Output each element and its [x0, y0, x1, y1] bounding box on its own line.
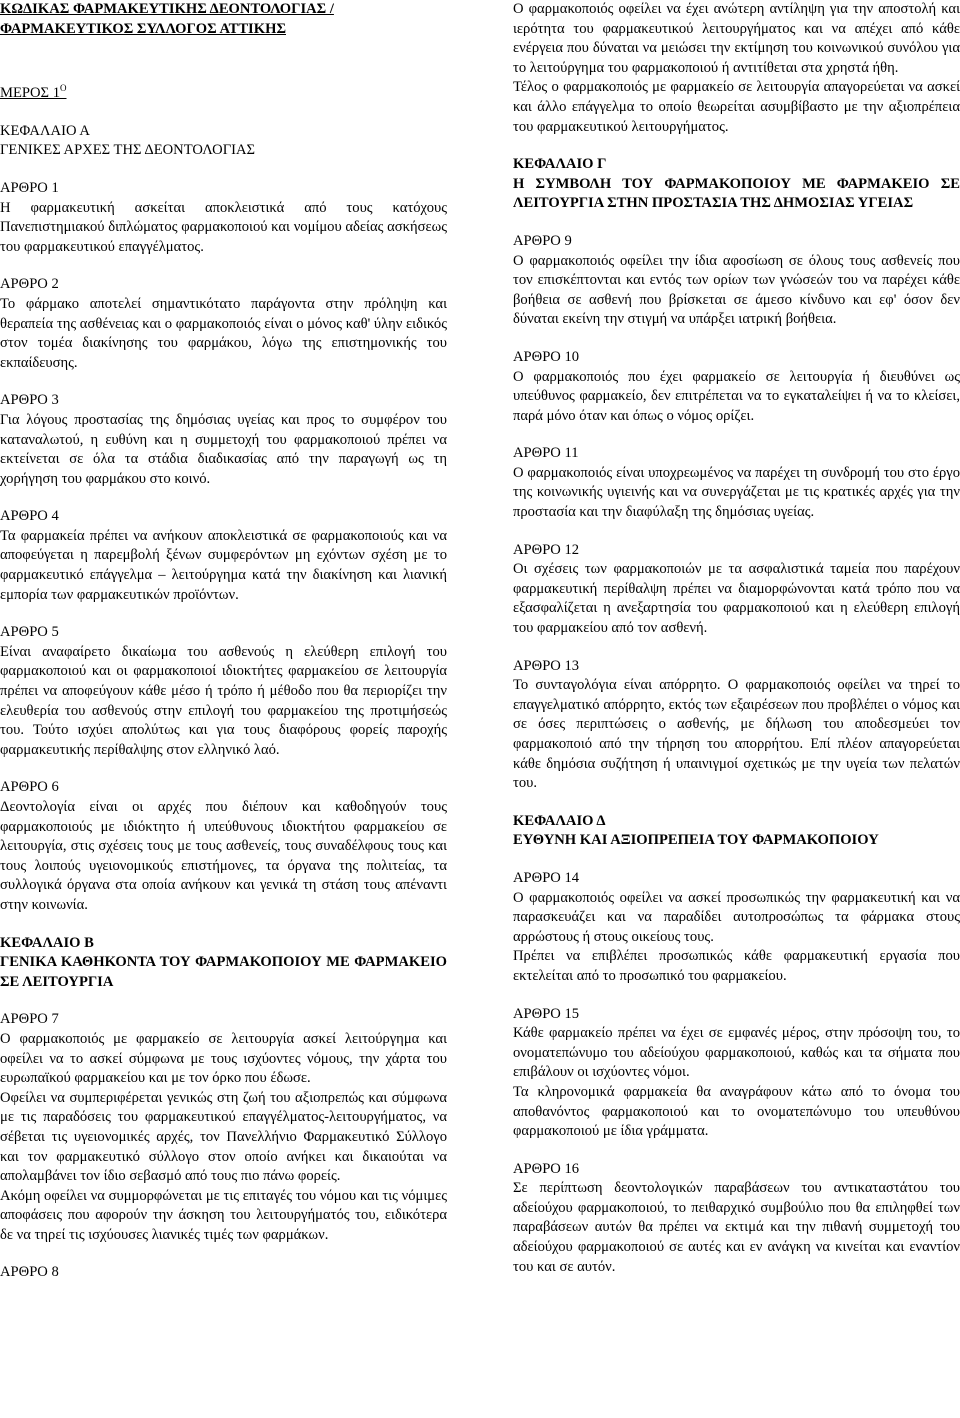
- article-7-paragraph-1: Ο φαρμακοποιός με φαρμακείο σε λειτουργία ασκεί λειτούργημα και οφείλει να το ασκεί σύμφωνα με τους ισχύοντες νόμους, την χάρτα του ευρωπαϊκού φαρμακείου και με τον όρκο που έδωσε.: [0, 1030, 447, 1087]
- article-5-title: ΑΡΘΡΟ 5: [0, 624, 59, 641]
- article-7-paragraph-3: Ακόμη οφείλει να συμμορφώνεται με τις επιταγές του νόμου και τις νόμιμες αποφάσεις που αφορούν την άσκηση του λειτουργήματός του, ειδικότερα δε να τηρεί τις ισχύουσες λιανικές τιμές των φαρμάκων.: [0, 1187, 447, 1243]
- article-8-text: Ο φαρμακοποιός οφείλει να έχει ανώτερη αντίληψη για την αποστολή και ιερότητα του φαρμακευτικού λειτουργήματος και να απέχει από κάθε ενέργεια που δύναται να μειώσει την εκτίμηση του κοινωνικού συνόλου για το λειτούργημα του φαρμακοποιού ή αντιτίθεται στα χρηστά ήθη.: [513, 1, 960, 76]
- article-14-paragraph-2: Πρέπει να επιβλέπει προσωπικώς κάθε φαρμακευτική εργασία που εκτελείται από το προσωπικό του φαρμακείου.: [513, 948, 960, 984]
- article-2-text: Το φάρμακο αποτελεί σημαντικότατο παράγοντα στην πρόληψη και θεραπεία της ασθένειας και ο φαρμακοποιός είναι ο μόνος καθ' ύλην ειδικός στον τομέα διακίνησης του φαρμάκου, λόγω της επιστημονικής του εκπαίδευσης.: [0, 295, 447, 371]
- article-12-text: Οι σχέσεις των φαρμακοποιών με τα ασφαλιστικά ταμεία που παρέχουν φαρμακευτική περίθαλψη πρέπει να διαμορφώνονται κατά τρόπο που να εξασφαλίζεται η ανεξαρτησία του φαρμακοποιού και η ελεύθερη επιλογή του φαρμακείου από τον ασθενή.: [513, 561, 960, 637]
- chapter-d-title: ΕΥΘΥΝΗ ΚΑΙ ΑΞΙΟΠΡΕΠΕΙΑ ΤΟΥ ΦΑΡΜΑΚΟΠΟΙΟΥ: [513, 832, 879, 849]
- article-13-text: Το συνταγολόγια είναι απόρρητο. Ο φαρμακοποιός οφείλει να τηρεί το επαγγελματικό απόρρητο, εκτός των εξαιρέσεων που προβλέπει ο νόμος και σε όσες περιπτώσεις ο ασθενής, με δήλωση του αποδεσμεύει τον φαρμακοποιό από την τήρηση του απορρήτου. Επί πλέον απαγορεύεται κάθε δημόσια συζήτηση ή υπαινιγμοί σχετικώς με την υγεία των πελατών του.: [513, 677, 960, 792]
- article-3-text: Για λόγους προστασίας της δημόσιας υγείας και προς το συμφέρον του καταναλωτού, η ευθύνη και η συμμετοχή του φαρμακοποιού πρέπει να εκτείνεται σε όλα τα στάδια διαδικασίας από την παραγωγή ως τη χορήγηση του φαρμάκου στο κοινό.: [0, 411, 447, 487]
- article-16-text: Σε περίπτωση δεοντολογικών παραβάσεων του αντικαταστάτου του αδείούχου φαρμακοποιού, το πειθαρχικό συμβούλιο που θα επιληφθεί των παραβάσεων αυτών θα πρέπει να εκτιμά και την πιθανή συμμετοχή του αδείούχου φαρμακοποιού σε αυτές και εν ανάγκη να κινείται και εναντίον του και σε αυτόν.: [513, 1180, 960, 1275]
- left-column: [0, 0, 447, 1283]
- chapter-b-label: ΚΕΦΑΛΑΙΟ Β: [0, 934, 94, 951]
- article-1-text: Η φαρμακευτική ασκείται αποκλειστικά από τους κατόχους Πανεπιστημιακού διπλώματος φαρμακοποιού και νομίμου αδείας ασκήσεως του φαρμακευτικού επαγγέλματος.: [0, 199, 447, 255]
- part-heading: ΜΕΡΟΣ $1^O$: [0, 83, 67, 102]
- article-11-text: Ο φαρμακοποιός είναι υποχρεωμένος να παρέχει τη συνδρομή του στο έργο της κοινωνικής υγιεινής και να συνεργάζεται με τις κρατικές αρχές για την προστασία και την διαφύλαξη της δημόσιας υγείας.: [513, 464, 960, 521]
- chapter-a-label: ΚΕΦΑΛΑΙΟ Α: [0, 122, 90, 139]
- chapter-d-label: ΚΕΦΑΛΑΙΟ Δ: [513, 812, 606, 829]
- article-10-title: ΑΡΘΡΟ 10: [513, 348, 580, 365]
- article-9-text: Ο φαρμακοποιός οφείλει την ίδια αφοσίωση σε όλους τους ασθενείς που τον επισκέπτονται και εντός των ορίων των γνώσεών του να παρέχει κάθε βοήθεια σε ασθενή που βρίσκεται σε άμεσο κίνδυνο και εφ' όσον δεν δύναται εκείνη την στιγμή να υπάρξει ιατρική βοήθεια.: [513, 252, 960, 328]
- document-title-line2: ΦΑΡΜΑΚΕΥΤΙΚΟΣ ΣΥΛΛΟΓΟΣ ΑΤΤΙΚΗΣ: [0, 20, 286, 37]
- right-column: [513, 0, 960, 1277]
- article-2-title: ΑΡΘΡΟ 2: [0, 276, 59, 293]
- article-10-text: Ο φαρμακοποιός που έχει φαρμακείο σε λειτουργία ή διευθύνει ως υπεύθυνος φαρμακείο, δεν επιτρέπεται να το εγκαταλείψει ή να το κλείσει, παρά μόνο όταν και όπως ο νόμος ορίζει.: [513, 368, 960, 424]
- article-14-paragraph-1: Ο φαρμακοποιός οφείλει να ασκεί προσωπικώς την φαρμακευτική και να παρασκευάζει και να παραδίδει αυτοπροσώπως τα φάρμακα στους αρρώστους ή στους οικείους τους.: [513, 889, 960, 945]
- article-12-title: ΑΡΘΡΟ 12: [513, 541, 580, 558]
- article-8-title: ΑΡΘΡΟ 8: [0, 1264, 59, 1281]
- article-4-text: Τα φαρμακεία πρέπει να ανήκουν αποκλειστικά σε φαρμακοποιούς και να αποφεύγεται η παρεμβολή ξένων συμφερόντων μη εχόντων σχέση με το φαρμακευτικό επάγγελμα – λειτούργημα κατά την διακίνηση και λιανική εμπορία των φαρμακευτικών προϊόντων.: [0, 527, 447, 603]
- article-15-paragraph-2: Τα κληρονομικά φαρμακεία θα αναγράφουν κάτω από το όνομα του αποθανόντος φαρμακοποιού και το ονοματεπώνυμο του υπευθύνου φαρμακοποιού με ίδια γράμματα.: [513, 1083, 960, 1140]
- chapter-c-title: Η ΣΥΜΒΟΛΗ ΤΟΥ ΦΑΡΜΑΚΟΠΟΙΟΥ ΜΕ ΦΑΡΜΑΚΕΙΟ ΣΕ ΛΕΙΤΟΥΡΓΙΑ ΣΤΗΝ ΠΡΟΣΤΑΣΙΑ ΤΗΣ ΔΗΜΟΣΙΑΣ ΥΓΕΙΑΣ: [513, 175, 960, 212]
- article-16-title: ΑΡΘΡΟ 16: [513, 1160, 580, 1177]
- article-6-text: Δεοντολογία είναι οι αρχές που διέπουν και καθοδηγούν τους φαρμακοποιούς με ιδιόκτητο ή υπεύθυνους ιδιοκτήτου φαρμακείου σε λειτουργία, στις σχέσεις τους με τους ασθενείς, τους συναδέλφους τους και τους λοιπούς υγειονομικούς επιστήμονες, τα όργανα της πολιτείας, τα συλλογικά όργανα στα οποία ανήκουν και γενικά τη στάση τους απέναντι στην κοινωνία.: [0, 799, 447, 913]
- article-3-title: ΑΡΘΡΟ 3: [0, 392, 59, 409]
- article-4-title: ΑΡΘΡΟ 4: [0, 508, 59, 525]
- article-7-paragraph-2: Οφείλει να συμπεριφέρεται γενικώς στη ζωή του αξιοπρεπώς και σύμφωνα με τις παραδόσεις του φαρμακευτικού επαγγέλματος-λειτουργήματος, να σέβεται τις υγειονομικές αρχές, τον Πανελλήνιο Φαρμακευτικό Σύλλογο και τον φαρμακευτικό σύλλογο στον οποίο ανήκει και δικαιούται να απολαμβάνει τον ίδιο σεβασμό από τους πιο πάνω φορείς.: [0, 1089, 447, 1185]
- article-11-title: ΑΡΘΡΟ 11: [513, 445, 579, 462]
- chapter-a-title: ΓΕΝΙΚΕΣ ΑΡΧΕΣ ΤΗΣ ΔΕΟΝΤΟΛΟΓΙΑΣ: [0, 142, 256, 159]
- chapter-c-label: ΚΕΦΑΛΑΙΟ Γ: [513, 156, 607, 173]
- article-8-text-2: Τέλος ο φαρμακοποιός με φαρμακείο σε λειτουργία απαγορεύεται να ασκεί και άλλο επάγγελμα το οποίο θεωρείται ασυμβίβαστο με την αξιοπρέπεια του φαρμακευτικού λειτουργήματος.: [513, 79, 960, 135]
- article-1-title: ΑΡΘΡΟ 1: [0, 179, 59, 196]
- article-9-title: ΑΡΘΡΟ 9: [513, 232, 572, 249]
- article-6-title: ΑΡΘΡΟ 6: [0, 779, 59, 796]
- article-15-paragraph-1: Κάθε φαρμακείο πρέπει να έχει σε εμφανές μέρος, στην πρόσοψη του, το ονοματεπώνυμο του αδείούχου φαρμακοποιού, καθώς και τα σήματα που επιβάλουν οι ισχύοντες νόμοι.: [513, 1025, 960, 1081]
- chapter-b-title: ΓΕΝΙΚΑ ΚΑΘΗΚΟΝΤΑ ΤΟΥ ΦΑΡΜΑΚΟΠΟΙΟΥ ΜΕ ΦΑΡΜΑΚΕΙΟ ΣΕ ΛΕΙΤΟΥΡΓΙΑ: [0, 954, 447, 990]
- article-13-title: ΑΡΘΡΟ 13: [513, 657, 580, 674]
- article-5-text: Είναι αναφαίρετο δικαίωμα του ασθενούς η ελεύθερη επιλογή του φαρμακοποιού και οι φαρμακοποιοί ιδιοκτήτες φαρμακείου σε λειτουργία πρέπει να αποφεύγουν κάθε μέσο ή τρόπο ή μέθοδο που θα περιορίζει την ελευθερία του ασθενούς στην επιλογή του φαρμακείου της προτιμήσεώς του. Τούτο ισχύει απολύτως και για τους διαφόρους φορείς παροχής φαρμακευτικής περίθαλψης στον ελληνικό λαό.: [0, 643, 447, 758]
- article-14-title: ΑΡΘΡΟ 14: [513, 869, 580, 886]
- article-15-title: ΑΡΘΡΟ 15: [513, 1005, 580, 1022]
- article-7-title: ΑΡΘΡΟ 7: [0, 1011, 59, 1028]
- document-title-line1: ΚΩΔΙΚΑΣ ΦΑΡΜΑΚΕΥΤΙΚΗΣ ΔΕΟΝΤΟΛΟΓΙΑΣ /: [0, 1, 334, 17]
